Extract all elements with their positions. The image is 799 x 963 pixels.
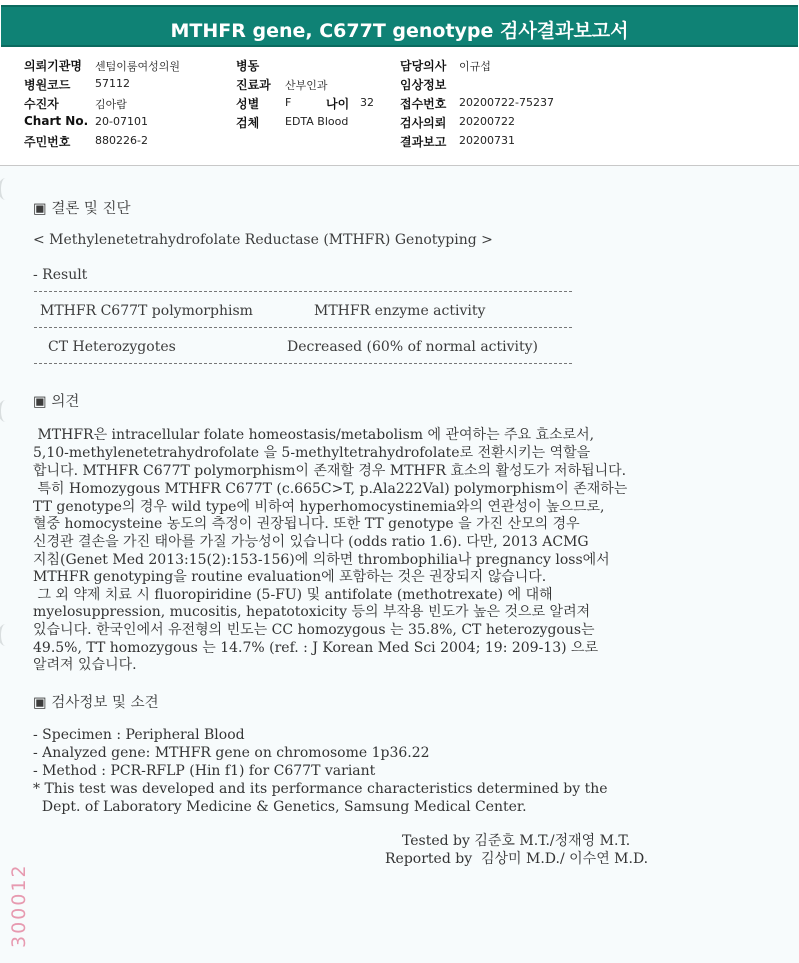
table-header-enzyme-activity: MTHFR enzyme activity	[314, 303, 486, 319]
opinion-line: myelosuppression, mucositis, hepatotoxicity 등의 부작용 빈도가 높은 것으로 알려져	[33, 604, 591, 620]
institution-label: 의뢰기관명	[24, 59, 82, 73]
opinion-line: 특히 Homozygous MTHFR C677T (c.665C>T, p.Ala222Val) polymorphism이 존재하는	[33, 481, 628, 497]
punch-mark	[0, 178, 13, 200]
info-line: - Method : PCR-RFLP (Hin f1) for C677T variant	[33, 763, 376, 779]
opinion-line: MTHFR은 intracellular folate homeostasis/metabolism 에 관여하는 주요 효소로서,	[33, 427, 595, 443]
department-label: 진료과	[236, 78, 271, 92]
table-header-polymorphism: MTHFR C677T polymorphism	[40, 303, 253, 319]
report-title-bar	[1, 5, 798, 47]
report-date-value: 20200731	[459, 134, 515, 147]
chart-no-value: 20-07101	[95, 115, 148, 128]
section-conclusion-heading	[33, 197, 131, 218]
receipt-no-label: 접수번호	[400, 97, 447, 111]
info-line: - Specimen : Peripheral Blood	[33, 727, 245, 743]
opinion-line: 알려져 있습니다.	[33, 657, 137, 673]
section-opinion-title: 의견	[51, 394, 80, 410]
chart-no-label: Chart No.	[24, 114, 89, 128]
section-testinfo-title: 검사정보 및 소견	[51, 695, 159, 711]
info-line: - Analyzed gene: MTHFR gene on chromosome 1p36.22	[33, 745, 430, 761]
request-date-value: 20200722	[459, 115, 515, 128]
opinion-line: 49.5%, TT homozygous 는 14.7% (ref. : J Korean Med Sci 2004; 19: 209-13) 으로	[33, 640, 599, 656]
age-value: 32	[360, 96, 374, 109]
table-divider	[34, 363, 572, 364]
department-value: 산부인과	[285, 79, 328, 92]
side-code-stamp: 300012	[8, 863, 30, 948]
punch-mark	[0, 400, 13, 422]
tested-by: Tested by 김준호 M.T./정재영 M.T.	[402, 833, 631, 849]
section-square-icon: ▣	[33, 201, 47, 217]
resident-no-value: 880226-2	[95, 134, 148, 147]
table-divider	[34, 291, 572, 292]
punch-mark	[0, 624, 13, 646]
hospital-code-value: 57112	[95, 77, 130, 90]
doctor-value: 이규섭	[459, 60, 491, 73]
section-testinfo-heading	[33, 691, 159, 712]
opinion-line: 신경관 결손을 가진 태아를 가질 가능성이 있습니다 (odds ratio 1.6). 다만, 2013 ACMG	[33, 534, 589, 550]
request-date-label: 검사의뢰	[400, 116, 447, 130]
result-label: - Result	[33, 267, 88, 283]
hospital-code-label: 병원코드	[24, 78, 71, 92]
opinion-line: 있습니다. 한국인에서 유전형의 빈도는 CC homozygous 는 35.8%, CT heterozygous는	[33, 622, 595, 638]
report-date-label: 결과보고	[400, 135, 447, 149]
report-title: MTHFR gene, C677T genotype 검사결과보고서	[170, 20, 629, 42]
patient-name-label: 수진자	[24, 97, 59, 111]
resident-no-label: 주민번호	[24, 135, 71, 149]
institution-value: 센텀이룸여성의원	[95, 60, 181, 73]
opinion-line: 지침(Genet Med 2013:15(2):153-156)에 의하면 thrombophilia나 pregnancy loss에서	[33, 552, 610, 568]
section-conclusion-title: 결론 및 진단	[51, 201, 131, 217]
table-value-genotype: CT Heterozygotes	[48, 339, 176, 355]
patient-info-header	[0, 47, 799, 166]
test-name: < Methylenetetrahydrofolate Reductase (MTHFR) Genotyping >	[33, 232, 493, 248]
clinical-info-label: 임상정보	[400, 78, 447, 92]
info-line: Dept. of Laboratory Medicine & Genetics, Samsung Medical Center.	[33, 799, 527, 815]
opinion-line: TT genotype의 경우 wild type에 비하여 hyperhomocystinemia와의 연관성이 높으므로,	[33, 499, 605, 515]
table-value-activity: Decreased (60% of normal activity)	[287, 339, 539, 355]
opinion-line: 혈중 homocysteine 농도의 측정이 권장됩니다. 또한 TT genotype 을 가진 산모의 경우	[33, 516, 580, 532]
age-label: 나이	[326, 97, 350, 111]
receipt-no-value: 20200722-75237	[459, 96, 554, 109]
doctor-label: 담당의사	[400, 59, 447, 73]
sex-label: 성별	[236, 97, 260, 111]
opinion-line: 그 외 약제 치료 시 fluoropiridine (5-FU) 및 antifolate (methotrexate) 에 대해	[33, 587, 553, 603]
section-opinion-heading	[33, 390, 79, 411]
reported-by: Reported by 김상미 M.D./ 이수연 M.D.	[385, 851, 649, 867]
specimen-value: EDTA Blood	[285, 115, 349, 128]
section-square-icon: ▣	[33, 695, 47, 711]
opinion-line: MTHFR genotyping을 routine evaluation에 포함하는 것은 권장되지 않습니다.	[33, 569, 547, 585]
specimen-label: 검체	[236, 116, 260, 130]
info-line: * This test was developed and its performance characteristics determined by the	[33, 781, 608, 797]
table-divider	[34, 327, 572, 328]
opinion-line: 5,10-methylenetetrahydrofolate 을 5-methyltetrahydrofolate로 전환시키는 역할을	[33, 445, 591, 461]
patient-name-value: 김아람	[95, 98, 127, 111]
opinion-line: 합니다. MTHFR C677T polymorphism이 존재할 경우 MTHFR 효소의 활성도가 저하됩니다.	[33, 463, 627, 479]
report-body	[0, 166, 799, 963]
sex-value: F	[285, 96, 292, 109]
section-square-icon: ▣	[33, 394, 47, 410]
ward-label: 병동	[236, 59, 260, 73]
